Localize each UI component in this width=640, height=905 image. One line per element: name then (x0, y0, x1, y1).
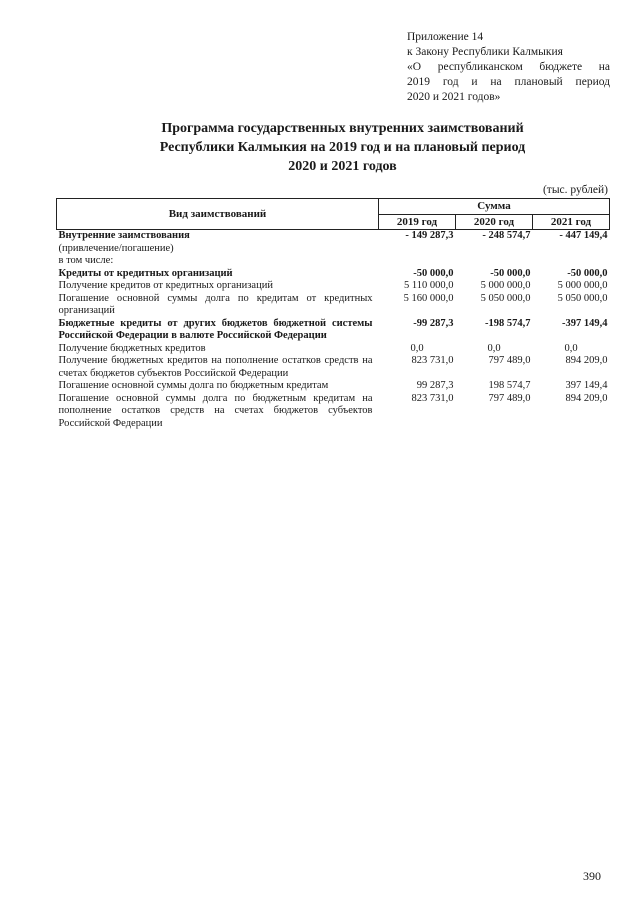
value-2021: -50 000,0 (567, 267, 608, 279)
table-row (57, 318, 610, 343)
value-2021: -397 149,4 (562, 317, 608, 329)
table-row (57, 230, 610, 243)
header-borrowing-type: Вид заимствований (57, 199, 379, 230)
row-label: Кредиты от кредитных организаций (58, 267, 233, 279)
value-2019: - 149 287,3 (405, 230, 454, 241)
value-2019: 99 287,3 (416, 380, 454, 391)
annex-law-title-line3: 2020 и 2021 годов» (407, 91, 501, 103)
row-label: Получение бюджетных кредитов (58, 342, 206, 354)
value-2020: -198 574,7 (485, 317, 531, 329)
table-row (57, 268, 610, 281)
title-line-1: Программа государственных внутренних заимствований (161, 121, 524, 136)
page-number: 390 (583, 869, 601, 883)
units-label: (тыс. рублей) (542, 184, 608, 196)
value-2019: -50 000,0 (413, 267, 454, 279)
value-2021: 397 149,4 (565, 380, 608, 391)
value-2019: 823 731,0 (411, 392, 454, 404)
value-2020: - 248 574,7 (482, 230, 531, 241)
value-2019: 823 731,0 (411, 355, 454, 366)
annex-law-name: к Закону Республики Калмыкия (407, 46, 563, 58)
table-row (57, 343, 610, 356)
value-2019: 5 160 000,0 (403, 292, 454, 304)
title-line-3: 2020 и 2021 годов (288, 159, 397, 174)
value-2021: 894 209,0 (565, 392, 608, 404)
document-title (60, 119, 625, 176)
table-row (57, 243, 610, 256)
table-row (57, 255, 610, 268)
table-row (57, 380, 610, 393)
row-label: Погашение основной суммы долга по кредитам от кредитных организаций (58, 292, 373, 316)
table-row (57, 280, 610, 293)
row-label: Внутренние заимствования (58, 230, 190, 241)
title-line-2: Республики Калмыкия на 2019 год и на плановый период (159, 140, 526, 155)
row-label: Получение бюджетных кредитов на пополнение остатков средств на счетах бюджетов субъектов Российской Федерации (58, 355, 373, 379)
value-2019: -99 287,3 (413, 317, 454, 329)
header-year-2019: 2019 год (379, 214, 456, 230)
row-label: (привлечение/погашение) (58, 242, 174, 254)
table-row (57, 355, 610, 380)
borrowing-program-table (56, 198, 610, 430)
annex-law-title-line1: «О республиканском бюджете на (407, 61, 610, 73)
value-2019: 5 110 000,0 (404, 280, 454, 291)
value-2020: -50 000,0 (490, 267, 531, 279)
row-label: Погашение основной суммы долга по бюджетным кредитам (58, 380, 329, 391)
header-year-2021: 2021 год (533, 214, 610, 230)
table-header-row (57, 199, 610, 215)
annex-law-title-line2: 2019 год и на плановый период (407, 76, 610, 88)
value-2020: 797 489,0 (488, 355, 531, 366)
value-2021: 894 209,0 (565, 355, 608, 366)
row-label: в том числе: (58, 255, 114, 266)
value-2020: 0,0 (487, 342, 501, 354)
row-label: Получение кредитов от кредитных организаций (58, 280, 273, 291)
header-year-2020: 2020 год (456, 214, 533, 230)
annex-reference (407, 30, 610, 105)
value-2021: 0,0 (564, 342, 578, 354)
value-2021: - 447 149,4 (559, 230, 608, 241)
table-row (57, 393, 610, 431)
row-label: Погашение основной суммы долга по бюджетным кредитам на пополнение остатков средств на счетах бюджетов субъектов Российской Федерации (58, 392, 373, 429)
row-label: Бюджетные кредиты от других бюджетов бюджетной системы Российской Федерации в валюте Российской Федерации (58, 317, 373, 341)
value-2021: 5 050 000,0 (557, 292, 608, 304)
value-2020: 198 574,7 (488, 380, 531, 391)
value-2021: 5 000 000,0 (557, 280, 608, 291)
header-sum: Сумма (379, 199, 610, 215)
value-2020: 797 489,0 (488, 392, 531, 404)
annex-number: Приложение 14 (407, 31, 484, 43)
value-2020: 5 050 000,0 (480, 292, 531, 304)
value-2019: 0,0 (410, 342, 424, 354)
table-row (57, 293, 610, 318)
value-2020: 5 000 000,0 (480, 280, 531, 291)
